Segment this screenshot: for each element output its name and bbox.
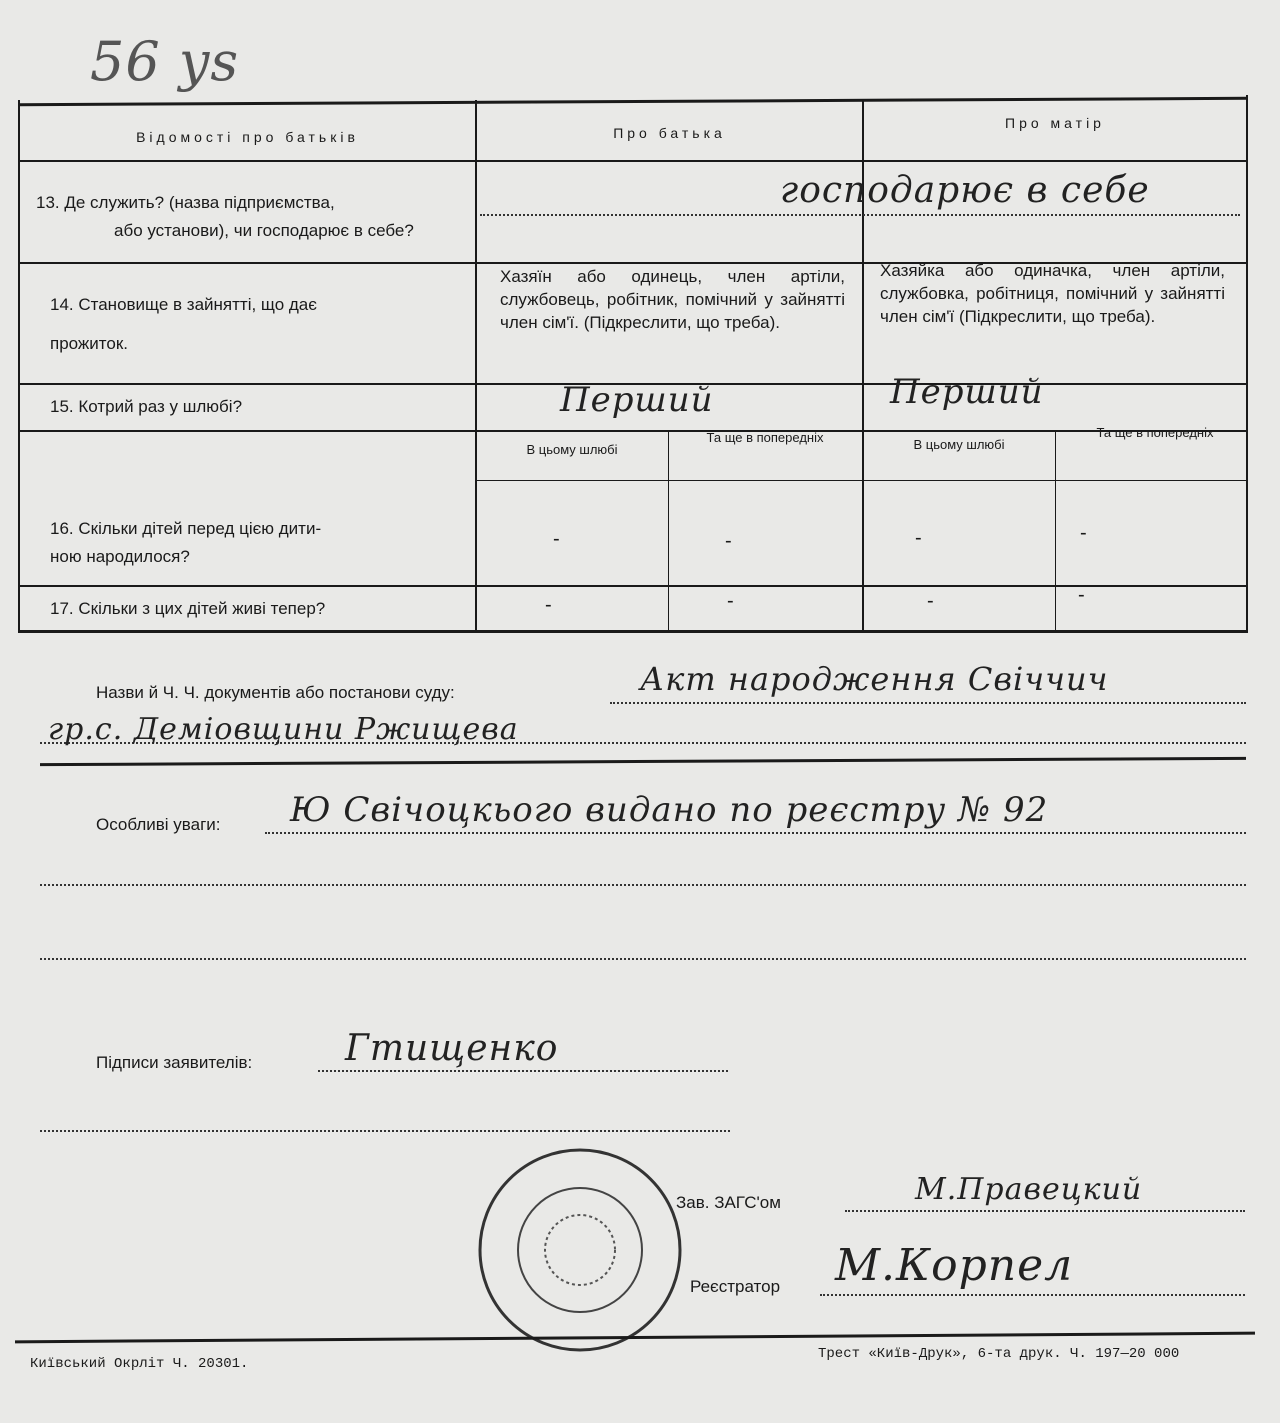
row14-label-1: 14. Становище в зайнятті, що дає: [50, 295, 317, 314]
header-father: Про батька: [613, 125, 726, 141]
row16-value: -: [1080, 522, 1087, 544]
registrar-signature: М.Корпел: [835, 1240, 1074, 1291]
row16-value: -: [915, 527, 922, 549]
zags-head-signature: М.Правецкий: [915, 1172, 1143, 1207]
row17-label: 17. Скільки з цих дітей живі тепер?: [50, 599, 326, 618]
documents-value-2: гр.с. Деміовщини Ржищева: [48, 712, 519, 747]
row16-value: -: [725, 530, 732, 552]
notes-value: Ю Свічоцкього видано по реєстру № 92: [290, 790, 1049, 830]
row15-label: 15. Котрий раз у шлюбі?: [50, 397, 243, 416]
row13-mother-value: господарює в себе: [780, 170, 1150, 211]
row14-father-options: Хазяїн або одинець, член артіли, службовець, робітник, помічний у зайнятті член сім'ї. (Підкреслити, що треба).: [500, 267, 845, 332]
zags-head-label: Зав. ЗАГС'ом: [676, 1193, 781, 1212]
row15-father-value: Перший: [560, 380, 714, 420]
row16-label-1: 16. Скільки дітей перед цією дити-: [50, 519, 322, 538]
row17-value: -: [545, 594, 552, 616]
documents-value-1: Акт народження Свіччич: [640, 660, 1109, 698]
documents-label: Назви й Ч. Ч. документів або постанови суду:: [96, 683, 455, 702]
signatures-label: Підписи заявителів:: [96, 1053, 253, 1072]
corner-note: 56 ys: [90, 30, 240, 93]
row13-label-1: 13. Де служить? (назва підприємства,: [36, 193, 335, 212]
row17-value: -: [1078, 584, 1085, 606]
sub-mother-previous: Та ще в попередніх: [1096, 425, 1214, 440]
row16-label-2: ною народилося?: [50, 547, 190, 566]
sub-father-this: В цьому шлюбі: [526, 442, 618, 457]
row14-mother-options: Хазяйка або одиначка, член артіли, службовка, робітниця, помічний у зайнятті член сім'ї (Підкреслити, що треба).: [880, 261, 1225, 326]
row13-label-2: або установи), чи господарює в себе?: [114, 221, 414, 240]
row14-label-2: прожиток.: [50, 334, 129, 353]
registrar-label: Реєстратор: [690, 1277, 781, 1296]
sub-mother-this: В цьому шлюбі: [913, 437, 1005, 452]
row17-value: -: [727, 590, 734, 612]
row17-value: -: [927, 590, 934, 612]
header-info: Відомості про батьків: [136, 129, 359, 145]
official-stamp: [470, 1140, 690, 1360]
row16-value: -: [553, 528, 560, 550]
header-mother: Про матір: [1005, 115, 1105, 131]
sub-father-previous: Та ще в попередніх: [706, 430, 824, 445]
footer-right: Трест «Київ-Друк», 6-та друк. Ч. 197—20 000: [818, 1346, 1180, 1362]
footer-left: Київський Окрліт Ч. 20301.: [30, 1356, 249, 1372]
row15-mother-value: Перший: [890, 372, 1044, 412]
notes-label: Особливі уваги:: [96, 815, 221, 834]
applicant-signature: Гтищенко: [345, 1028, 559, 1069]
